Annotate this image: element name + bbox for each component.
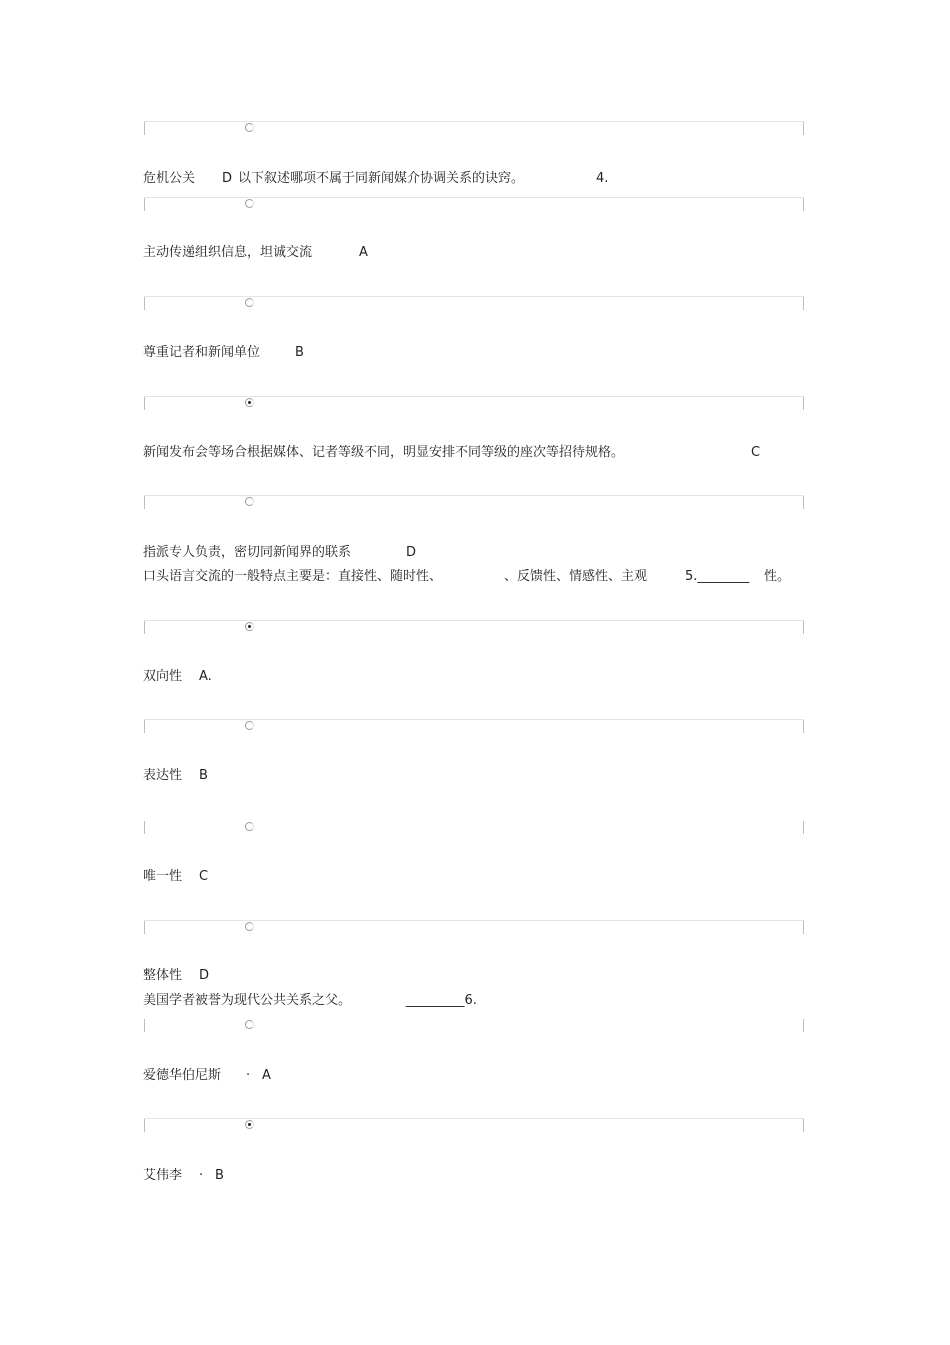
option-text: 危机公关 [143, 171, 196, 186]
question-text: 以下叙述哪项不属于同新闻媒介协调关系的诀窍。 [238, 171, 525, 186]
option-text: 爱德华伯尼斯 [143, 1068, 222, 1083]
option-row [144, 396, 804, 410]
option-letter: A [262, 1068, 271, 1083]
option-letter: D [199, 968, 210, 983]
radio-button[interactable] [245, 1120, 254, 1129]
option-row [144, 620, 804, 634]
option-letter: B [295, 345, 304, 360]
question-number: 4. [596, 171, 609, 186]
option-row [144, 197, 804, 211]
option-text: 双向性 [143, 669, 183, 684]
option-row [144, 719, 804, 733]
option-letter: B [215, 1168, 224, 1183]
option-dot: · [246, 1068, 251, 1083]
question-text: 口头语言交流的一般特点主要是：直接性、随时性、 [143, 569, 443, 584]
option-letter: C [751, 445, 761, 460]
question-number: _________6. [406, 993, 477, 1008]
radio-button[interactable] [245, 922, 254, 931]
radio-button[interactable] [245, 1020, 254, 1029]
option-row [144, 820, 804, 834]
option-row [144, 1018, 804, 1032]
option-text: 新闻发布会等场合根据媒体、记者等级不同，明显安排不同等级的座次等招待规格。 [143, 445, 625, 460]
question-number: 5.________ [685, 569, 750, 584]
radio-button[interactable] [245, 822, 254, 831]
option-row [144, 920, 804, 934]
option-text: 主动传递组织信息，坦诚交流 [143, 245, 313, 260]
option-text: 整体性 [143, 968, 183, 983]
radio-button[interactable] [245, 123, 254, 132]
option-row [144, 121, 804, 135]
option-text: 艾伟李 [143, 1168, 183, 1183]
option-letter: A [359, 245, 368, 260]
radio-button[interactable] [245, 199, 254, 208]
option-text: 唯一性 [143, 869, 183, 884]
option-text: 尊重记者和新闻单位 [143, 345, 261, 360]
option-dot: · [199, 1168, 204, 1183]
option-text: 表达性 [143, 768, 183, 783]
question-text-continued: 、反馈性、情感性、主观 [504, 569, 648, 584]
option-row [144, 495, 804, 509]
option-row [144, 1118, 804, 1132]
option-letter: B [199, 768, 208, 783]
question-suffix: 性。 [764, 569, 791, 584]
option-letter: D [222, 171, 233, 186]
option-letter: A. [199, 669, 212, 684]
question-text: 美国学者被誉为现代公共关系之父。 [143, 993, 352, 1008]
option-text: 指派专人负责，密切同新闻界的联系 [143, 545, 352, 560]
option-letter: C [199, 869, 209, 884]
radio-button[interactable] [245, 298, 254, 307]
option-row [144, 296, 804, 310]
radio-button[interactable] [245, 721, 254, 730]
radio-button[interactable] [245, 497, 254, 506]
radio-button[interactable] [245, 622, 254, 631]
option-letter: D [406, 545, 417, 560]
radio-button[interactable] [245, 398, 254, 407]
